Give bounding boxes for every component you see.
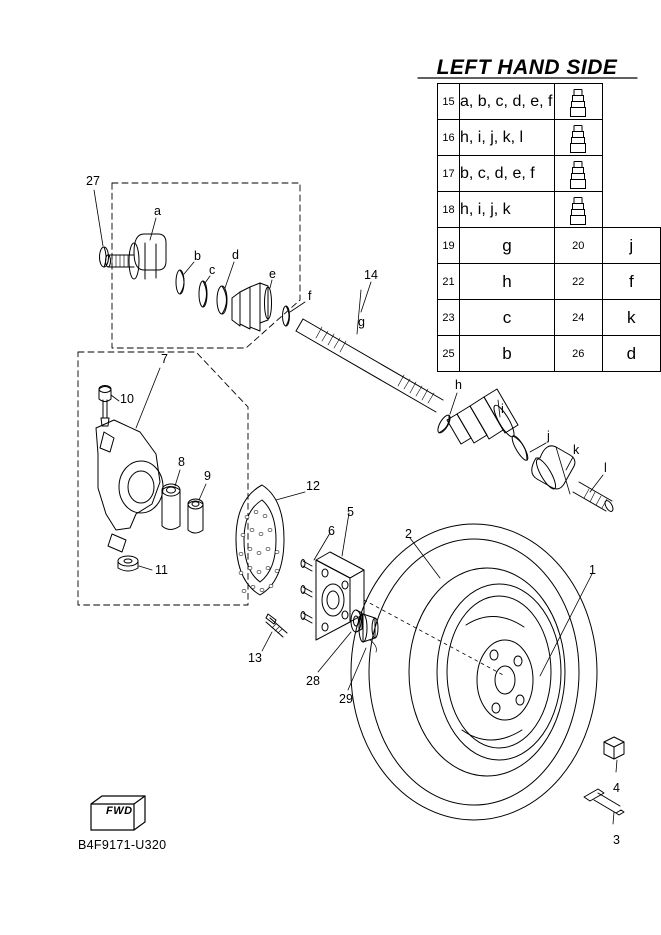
legend-ref-number: 21	[438, 264, 460, 300]
legend-letter-value: d	[602, 336, 660, 372]
legend-letter-value: f	[602, 264, 660, 300]
legend-boot-icon-cell	[554, 192, 602, 228]
callout-28: 28	[306, 674, 320, 688]
boot-icon	[571, 89, 585, 115]
legend-letters: a, b, c, d, e, f	[459, 84, 554, 120]
legend-ref-number: 26	[554, 336, 602, 372]
callout-5: 5	[347, 505, 354, 519]
legend-row	[438, 228, 661, 264]
letter-callout-j: j	[547, 429, 550, 443]
callout-2: 2	[405, 527, 412, 541]
legend-letter-value: b	[459, 336, 554, 372]
letter-callout-a: a	[154, 204, 161, 218]
part-code-label: B4F9171-U320	[78, 838, 167, 852]
legend-row	[438, 300, 661, 336]
letter-callout-g: g	[358, 315, 365, 329]
callout-4: 4	[613, 781, 620, 795]
callout-13: 13	[248, 651, 262, 665]
legend-boot-icon-cell	[554, 84, 602, 120]
boot-icon	[571, 197, 585, 223]
legend-letters: h, i, j, k	[459, 192, 554, 228]
legend-ref-number: 22	[554, 264, 602, 300]
callout-14: 14	[364, 268, 378, 282]
legend-letters: h, i, j, k, l	[459, 120, 554, 156]
legend-letter-value: k	[602, 300, 660, 336]
callout-8: 8	[178, 455, 185, 469]
callout-11: 11	[155, 563, 168, 577]
legend-ref-number: 15	[438, 84, 460, 120]
callout-3: 3	[613, 833, 620, 847]
legend-boot-icon-cell	[554, 156, 602, 192]
legend-ref-number: 23	[438, 300, 460, 336]
letter-callout-c: c	[209, 263, 216, 277]
callout-1: 1	[589, 563, 596, 577]
callout-9: 9	[204, 469, 211, 483]
letter-callout-i: i	[501, 402, 504, 416]
fwd-direction-marker	[90, 795, 146, 831]
callout-10: 10	[120, 392, 134, 406]
legend-table	[437, 83, 661, 372]
letter-callout-k: k	[573, 443, 580, 457]
legend-row	[438, 120, 661, 156]
legend-ref-number: 20	[554, 228, 602, 264]
page-title: LEFT HAND SIDE	[436, 56, 618, 79]
legend-ref-number: 24	[554, 300, 602, 336]
boot-icon	[571, 161, 585, 187]
letter-callout-b: b	[194, 249, 201, 263]
callout-7: 7	[161, 352, 168, 366]
legend-letters: b, c, d, e, f	[459, 156, 554, 192]
legend-letter-value: h	[459, 264, 554, 300]
letter-callout-f: f	[308, 289, 312, 303]
legend-row	[438, 264, 661, 300]
boot-icon	[571, 125, 585, 151]
legend-ref-number: 17	[438, 156, 460, 192]
fwd-label: FWD	[106, 805, 133, 817]
legend-letter-value: j	[602, 228, 660, 264]
callout-29: 29	[339, 692, 353, 706]
legend-ref-number: 25	[438, 336, 460, 372]
letter-callout-h: h	[455, 378, 462, 392]
legend-row	[438, 84, 661, 120]
legend-boot-icon-cell	[554, 120, 602, 156]
legend-ref-number: 16	[438, 120, 460, 156]
legend-ref-number: 19	[438, 228, 460, 264]
legend-letter-value: c	[459, 300, 554, 336]
legend-ref-number: 18	[438, 192, 460, 228]
legend-letter-value: g	[459, 228, 554, 264]
letter-callout-d: d	[232, 248, 239, 262]
callout-12: 12	[306, 479, 320, 493]
letter-callout-l: l	[604, 461, 607, 475]
legend-row	[438, 336, 661, 372]
letter-callout-e: e	[269, 267, 276, 281]
legend-row	[438, 192, 661, 228]
callout-27: 27	[86, 174, 100, 188]
callout-6: 6	[328, 524, 335, 538]
legend-row	[438, 156, 661, 192]
